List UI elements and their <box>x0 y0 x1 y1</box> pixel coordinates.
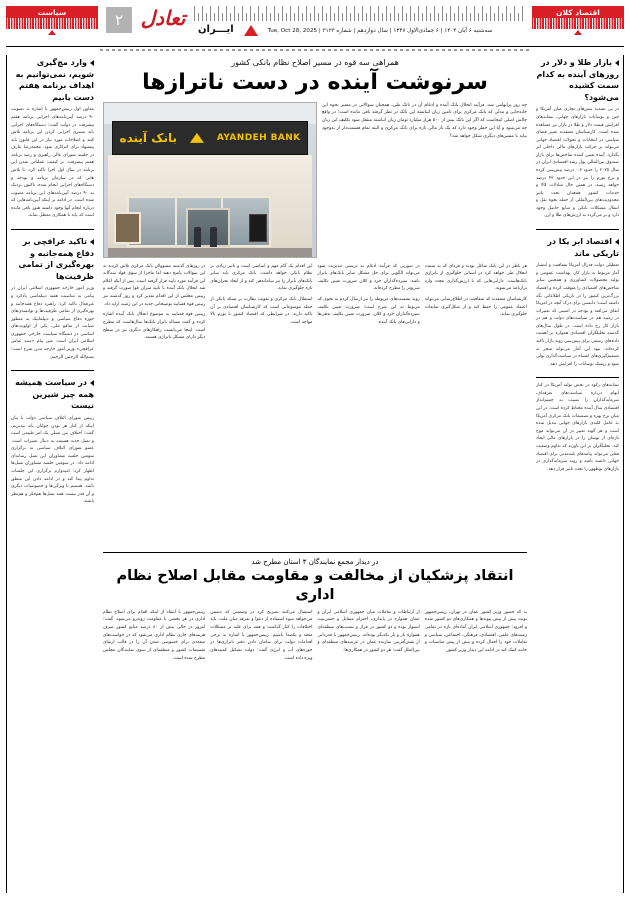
section-divider <box>103 552 527 553</box>
main-paragraph: استقلال بانک مرکزی و تقویت نظارت بر شبکه بانکی از جمله موضوعاتی است که کارشناسان اقتصادی بر آن تاکید دارند. در شرایطی که اقتصاد کشور با تورم بالا مواجه است. <box>210 297 313 326</box>
main-paragraph: رییس قوه قضاییه به موضوع انحلال بانک آینده اشاره کرده و گفت مساله ناتراز بانک‌ها سال‌هاست که مطرح است. اینجا می‌بایست راهکارهای دیگری نیز در سطح دیگر دارای مشکل ناترازی هستند. <box>103 312 206 341</box>
triangle-marker-left-icon <box>574 30 582 35</box>
photo-ground <box>108 248 312 256</box>
section-tab-right-label: سیاست <box>6 6 98 18</box>
triangle-marker-right-icon <box>48 30 56 35</box>
photo-facade <box>108 155 312 257</box>
main-article-headline[interactable]: سرنوشت آینده در دست ناترازها <box>142 70 488 95</box>
newspaper-logo[interactable] <box>132 6 194 28</box>
rail-right-heading-1[interactable] <box>11 234 94 285</box>
photo-person <box>194 227 201 247</box>
barcode-graphic-left <box>532 18 624 29</box>
header-divider <box>6 46 624 47</box>
main-paragraph: کارشناسان معتقدند که شفافیت در اطلاع‌رسانی می‌تواند اعتماد عمومی را حفظ کند و از شکل‌گیری شایعات جلوگیری نماید. <box>424 297 527 318</box>
rail-right-body-0: معاون اول رییس‌جمهور با اشاره به تصویب ۹۰ درصد آیین‌نامه‌های اجرایی برنامه هفتم پیشرفت در دولت گفت: دستگاه‌های اجرایی باید بستری اجرایی کردن این برنامه تلاش کنند و اصلاحات مورد نیاز در این قانون باید پیشنهاد برای کم‌کاری شود. محمدرضا عارف در جلسه شورای عالی راهبری و رصد برنامه هفتم پیشرفت، بر کیفیت عملیاتی شدن این برنامه در سال اول اجرا تاکید کرد. با تلاش هایی که در سازمان برنامه و بودجه و دستگاه‌های اجرایی انجام شده، تاکنون نزدیک به ۹۰ درصد آیین‌نامه‌های این برنامه مصوب شده است. در ادامه بر اینکه آیین‌نامه‌هایی که درباره انجام آنها وجود داشته هنوز باقی مانده است که باید با همکاری معطل نماند. <box>11 107 94 219</box>
sign-persian-text: بانک آینده <box>119 130 177 145</box>
page-body <box>0 51 630 899</box>
section-tab-right[interactable] <box>6 6 98 35</box>
rail-left-heading-1[interactable] <box>536 234 619 262</box>
main-article-kicker: همراهی سه قوه در مسیر اصلاح نظام بانکی کشور <box>231 58 399 67</box>
rail-right-body-2: رییس شورای ائتلاف سیاسی دولت با بیان اینکه از کنار هر بودن جوانان باید بپذیریم، گفت: اختلاف بین نسلی یک امر طبیعی است و نسل جدید همیشه به دنبال تغییرات است. عضو شورای ائتلاف سیاسی به برگزاری سومین جلسه مشاوران این نسل رسانه‌ای ادامه داد: در سومین جلسه مشاوران نسل‌ها اظهار کرد: امیدوارم برگزاری این جلسات تداوم پیدا کند و در ادامه دادن این منطق باشد. هستیم با ویژگی‌ها و خصوصیات دیگری و آن قدر نیست همه نسل‌ها هم‌فکر و هم‌نظر باشند. <box>11 415 94 505</box>
rail-left-block-2 <box>536 382 619 478</box>
main-paragraph: روند نشست‌های مربوطه را نیز ارسال کردم به نحوی که مربوط به این شرح است؛ ضرورت تعیین تکلیف سپرده‌گذاران خرد و کلان، ضرورت تعیین تکلیف بدهی‌ها و دارایی‌های بانک آینده. <box>317 297 420 326</box>
section2-column-3 <box>425 609 527 893</box>
rail-left-block-0 <box>536 55 619 225</box>
rail-left-body-0: در پی تشدید تنش‌های تجاری میان آمریکا و چین و نوسانات بازارهای جهانی، نشانه‌های افزایش قیمت دلار و طلا در بازار نیز مشاهده شده است. کارشناسان معتقدند تغییر فضای سیاسی در انتخابات و تحولات اقتصاد جهانی می‌تواند بر حرکت بازارهای مالی داخلی اثر بگذارد. آینده تعیین کننده شاخص‌ها برای بازار صندوق بین‌المللی پول رشد اقتصادی ایران در سال ۲۰۲۵ را حدود ۰.۳ درصد پیش‌بینی کرده و نرخ تورم را نیز در این حدود ۴۳ درصد خواهد رسید. در همین حال مبادلات کالا و خدمات کشور همچنان تحت تاثیر محدودیت‌های بین‌المللی از جمله نحوه نقل و انتقال مشکلات بانکی و منابع حاصل وجود دارد و بر می‌گردد به ارزش‌های طلا و ارز. <box>536 107 619 219</box>
bank-logo-icon <box>190 133 204 143</box>
rail-right-heading-2[interactable] <box>11 375 94 415</box>
section-tab-left[interactable] <box>532 6 624 35</box>
ruler-graphic <box>194 6 524 21</box>
dateline-row <box>194 21 524 36</box>
section2-paragraph: رییس‌جمهور با انتقاد از اینکه اقدام برای اصلاح نظام اداری در هر بخشی با مقاومت روبه‌رو می‌شود، گفت: امروز در حالی بیش از ۸۰ درصد منابع کشور صرف هزینه‌های جاری نظام اداری می‌شود که در خواست‌های متعددی برای خصوصی شدن آن را در قالب ارتقای تقسیمات کشور و منطقه‌ای از سوی نمایندگان مجلس مطرح شده است. <box>103 609 206 661</box>
section-tab-left-label: اقتصاد کلان <box>532 6 624 18</box>
rail-right-divider-1 <box>11 370 94 371</box>
bullet-icon <box>90 380 94 386</box>
section2-paragraph: از ارتباطات و تعاملات میان جمهوری اسلامی ایران و عمان همواره در پایداری، احترام متقابل و حسن‌نیت استوار بوده و دو کشور در فراز و نشیب‌های منطقه‌ای همواره بار و یار یکدیگر بوده‌اند. رییس‌جمهور با قدردانی از نقش‌آفرینی سازنده عمان در عرصه‌های منطقه‌ای و بین‌الملل گفت: هر دو کشور در همکاری‌ها. <box>317 609 420 653</box>
rail-left-heading-1-text: اقتصاد ابر یکا در تاریکی ماند <box>547 237 619 258</box>
main-paragraph: این اقدام یک گام مهم و اساسی است و تاثیر زیادی بر نظام بانکی خواهد داشت. بانک مرکزی باید سایر بانک‌های ناتراز را نیز ساماندهی کند و از ایجاد بحران‌های تازه جلوگیری نماید. <box>210 263 313 292</box>
masthead-zone <box>98 6 532 36</box>
section2-headline[interactable]: انتقاد پزشکیان از مخالفت و مقاومت مقابل اصلاح نظام اداری <box>116 567 514 603</box>
barcode-graphic-right <box>6 18 98 29</box>
country-label: ایـــران <box>198 24 234 35</box>
section2-column-1 <box>210 609 312 893</box>
page-header <box>0 0 630 46</box>
photo-side-window <box>114 212 140 245</box>
bullet-icon <box>90 239 94 245</box>
rail-right-heading-1-text: تاکید عراقچی بر دفاع همه‌جانبه و بهره‌گیری از تمامی ظرفیت‌ها <box>18 237 94 281</box>
rail-right-heading-0[interactable] <box>11 55 94 106</box>
sign-english-text: AYANDEH BANK <box>216 132 301 143</box>
photo-door <box>186 208 231 248</box>
section2-paragraph: استقبال می‌کنند تصریح کرد در وضعیتی که دشمن می‌خواهد سوء استفاده از دعوا و تفرقه میان ملت، باید اختلافات را کنار گذاشت و همه برای غلبه بر مشکلات متحد و یکصدا باشیم. رییس‌جمهور با اشاره به برخی اقدامات دولت برای سامان دادن دفتر ناترازی‌ها در حوزه‌های آب و انرژی گفت: دولت تشکیل کمیته‌های ویژه داده است. <box>210 609 313 661</box>
main-column-3 <box>425 263 527 547</box>
rail-right-block-2 <box>11 375 94 511</box>
rail-left-heading-0-text: بازار طلا و دلار در روزهای آینده به کدام سمت کشیده می‌شود؟ <box>536 58 619 102</box>
photo-mullion <box>175 198 177 246</box>
photo-atm <box>249 214 267 242</box>
main-paragraph: هر ناظر در این بانک شاغل بودند و فردای که به سمت انحلال طی خواهد کرد در استانی جلوگیری از ناترازی بانک‌هاست. دارایی‌هایی که با ارزش‌گذاری مجدد وارد ترازنامه می‌شوند. <box>424 263 527 292</box>
dateline-text: سه‌شنبه ۶ آبان ۱۴۰۴ | ۶ جمادی‌الاول ۱۴۴۷ | سال دوازدهم | شماره ۳۱۲۳ | Tue, Oct 28, 2025 <box>267 27 493 34</box>
main-content <box>98 55 532 893</box>
main-article-columns <box>103 263 527 547</box>
triangle-marker-center-icon <box>244 25 258 36</box>
section2-paragraph: به که حضور وزیر کشور عمان در تهران، رییس‌جمهور نوبت بیش از پیش پیوندها و همکاری‌های دو کشور شده و افزود: جمهوری اسلامی ایران آماده‌ای تازه در تمامی زمینه‌های علمی، اقتصادی، فرهنگی، اجتماعی، سیاسی و تعاملات خود را افعال کرده و بیش از پیش مناسبات و جانبه کمک کند در ادامه این دیدار وزیر کشور. <box>424 609 527 653</box>
rail-left-body-2: نشانه‌های رکود در بخش تولید آمریکا در کنار ابهام درباره سیاست‌های تعرفه‌ای، سرمایه‌گذاران را نسبت به چشم‌انداز اقتصادی سال آینده محتاط کرده است. در این میان نرخ بهره و تصمیمات بانک مرکزی آمریکا به عامل کلیدی بازارهای جهانی تبدیل شده است و هر گونه تغییر در آن می‌تواند موج تازه‌ای از نوسان را در بازارهای مالی ایجاد کند. تحلیلگران بر این باورند که تداوم وضعیت فعلی می‌تواند پیامدهای بلندمدتی برای اقتصاد جهانی داشته باشد و روند سرمایه‌گذاری در بازارهای نوظهور را تحت تاثیر قرار دهد. <box>536 383 619 472</box>
section2-column-0 <box>103 609 205 893</box>
rail-left-divider-0 <box>536 229 619 230</box>
section2-columns <box>103 609 527 893</box>
rail-left-block-1 <box>536 234 619 373</box>
section2-column-2 <box>318 609 420 893</box>
main-lead-paragraph: چه روز پرابهامی شد، فرآیند انحلال بانک آینده و ادغام آن در بانک ملی، همچنان سوالاتی در مسیر نحوه این جابه‌جایی و مدلی که بانک مرکزی برای تامین زیان لنباشته این بانک در نظر گرفته باقی مانده است؛ در واقع چالش اصلی اینجاست که اگر این بانک بیش از ۵۰۰ هزار میلیارد تومان زیان انباشته منتقل شود تکلیف این زیان چه می‌شود و آیا این خطر وجود دارد که یک باز مالی تازه برای بانک مرکزی و البته تمام قسمت‌دار از به‌وجود بیاید یا مسیرهای دیگری شکل خواهد شد؟ <box>322 102 528 139</box>
rail-right-block-0 <box>11 55 94 225</box>
main-paragraph: در روزهای گذشته مسوولان بانک مرکزی تلاش کردند به این سوالات پاسخ دهند اما ماجرا از سوی فواد سه‌گانه این فرآیند مورد تایید قرار گرفته است. پس از آنکه اعلام شد انحلال بانک آینده با تایید سران قوا صورت گرفته و رییس مجلس از این اقدام تقدیر کرد و روز گذشته نیز رییس قوه قضاییه توضیحاتی جدید در این زمینه ارایه داد. <box>103 263 206 307</box>
photo-signboard <box>112 121 307 155</box>
photo-person <box>210 227 217 247</box>
section2-kicker: در دیدار مجمع نمایندگان ۴ استان مطرح شد <box>251 557 379 566</box>
rail-left-body-1: تعطیلی دولت فدرال آمریکا شفافیت و انتشار آمار مربوط به بازار کار، بهداشت عمومی و تولید محصولات کشاورزی و همچنین سایر شاخص‌های اقتصادی را متوقف کرده و اقتصاد بزرگ‌ترین کشور را در تاریکی اطلاعاتی نگه داشته است؛ دانستن برای درک آنچه در امریکا اتفاق می‌افتد و بودجه در امنیتی که تغییرات در زمینه هم در سیاست‌های دولت و هم در بازار کار رخ داده است. در طول سال‌های گذشته تحلیلگران اقتصادی همواره بر اهمیت داده‌های رسمی برای پیش‌بینی روند بازار تاکید کرده‌اند. نبود این آمار می‌تواند منجر به تصمیم‌گیری‌های اشتباه در سیاست‌گذاری پولی شود و ریسک نوسانات را افزایش دهد. <box>535 263 619 367</box>
rail-left-divider-1 <box>536 377 619 378</box>
sidebar-left <box>532 55 624 893</box>
bullet-icon <box>90 60 94 66</box>
rail-left-heading-0[interactable] <box>536 55 619 106</box>
rail-right-heading-2-text: در سیاست همیشه همه چیز شیرین نیست <box>15 378 94 411</box>
main-lead-row <box>103 102 527 258</box>
newspaper-logo-text: تعادل <box>140 6 186 30</box>
main-column-0 <box>103 263 205 547</box>
page-number-badge: ۲ <box>106 7 132 33</box>
bank-storefront-photo <box>103 102 317 258</box>
main-column-1 <box>210 263 312 547</box>
rail-right-body-1: وزیر امور خارجه جمهوری اسلامی ایران در پیامی به مناسبت هفته دیپلماسی یادکرد و غیرفعال تاکید کرد: راهبرد دفاع همه‌جانبه و بهره‌گیری از تمامی ظرفیت‌ها و توانمندی‌های حوزه دفاع سیاسی و دیپلماتیک به منظور صیانت از منافع ملی، یکی از اولویت‌های اساسی در دستگاه سیاست خارجی جمهوری اسلامی ایران است. متن پیام «سید عباس عراقچی» وزیر امور خارجه بدین شرح است: بسم‌الله الرحمن الرحیم. <box>11 286 94 360</box>
bullet-icon <box>615 60 619 66</box>
rail-right-heading-0-text: وارد مچ‌گیری شویم، نمی‌توانیم به اهداف برنامه هفتم دست یابیم <box>15 58 94 102</box>
bullet-icon <box>615 239 619 245</box>
rail-right-block-1 <box>11 234 94 366</box>
rail-right-divider-0 <box>11 229 94 230</box>
main-paragraph: در صورتی که فرآیند ادغام به درستی مدیریت شود می‌تواند الگویی برای حل مشکل سایر بانک‌های ناتراز باشد. سپرده‌گذاران خرد و کلان ضرورت تعیین تکلیف سریع‌تر را مطرح کرده‌اند. <box>317 263 420 292</box>
masthead-center-column <box>194 6 524 36</box>
main-column-2 <box>318 263 420 547</box>
sidebar-right <box>6 55 98 893</box>
